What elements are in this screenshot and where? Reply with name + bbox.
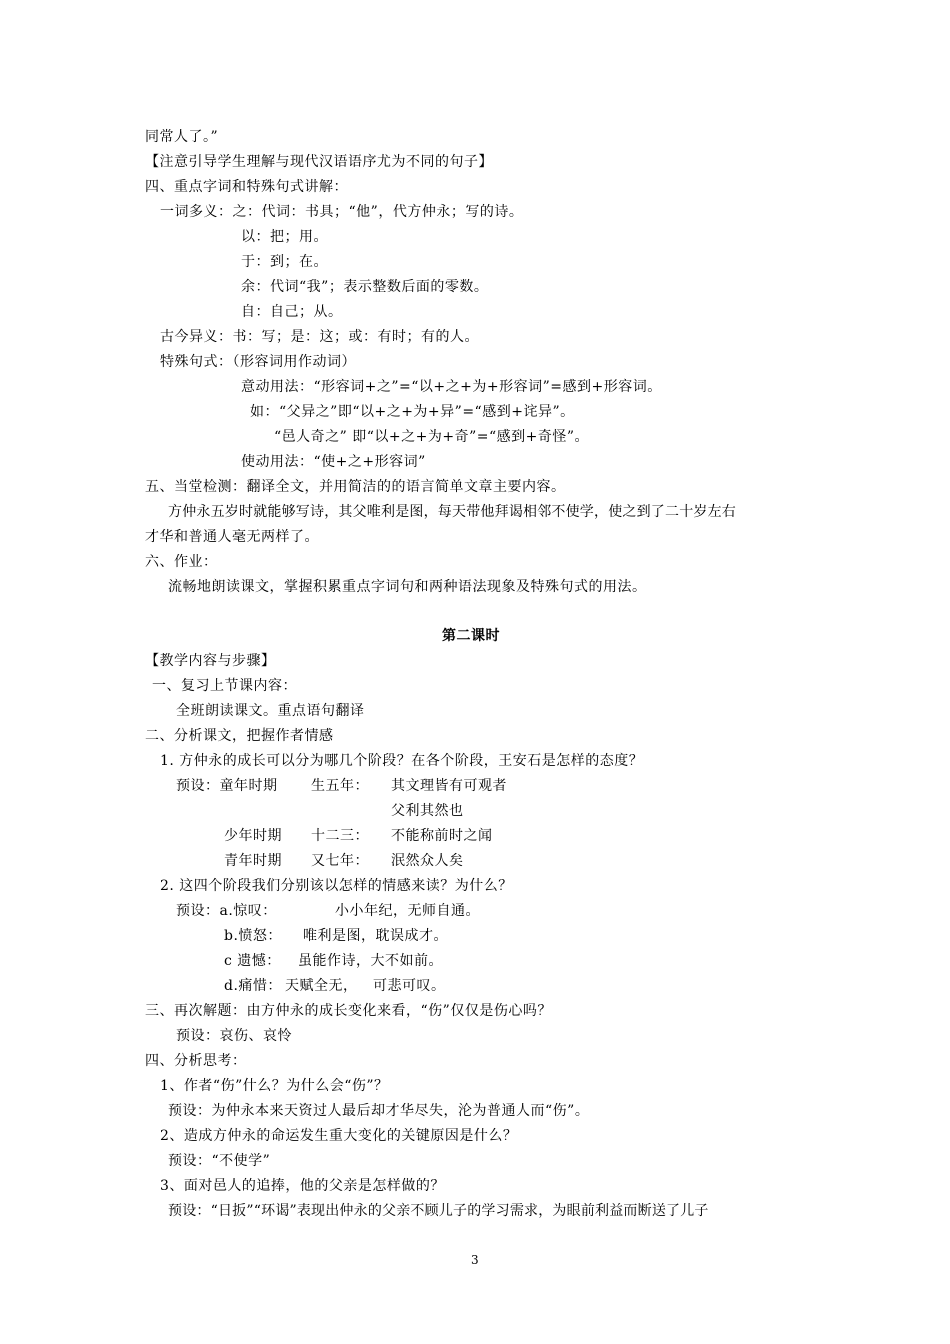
emotion-text: 天赋全无， xyxy=(285,978,358,994)
emotion-label: d.痛惜： xyxy=(224,978,282,994)
section-heading: 【教学内容与步骤】 xyxy=(145,653,276,669)
text-line: 方仲永五岁时就能够写诗，其父唯利是图，每天带他拜谒相邻不使学，使之到了二十岁左右 xyxy=(168,504,736,520)
section-heading: 三、再次解题：由方仲永的成长变化来看，“伤”仅仅是伤心吗？ xyxy=(145,1003,552,1019)
emotion-label: b.愤怒： xyxy=(224,928,282,944)
emotion-text: 小小年纪，无师自通。 xyxy=(335,903,480,919)
section-heading: 二、分析课文，把握作者情感 xyxy=(145,728,334,744)
question-line: 2、造成方仲永的命运发生重大变化的关键原因是什么？ xyxy=(160,1128,518,1144)
text-line: 全班朗读课文。重点语句翻译 xyxy=(176,703,365,719)
text-line: 一词多义：之：代词：书具；“他”，代方仲永；写的诗。 xyxy=(160,204,524,220)
stage-quote: 不能称前时之闻 xyxy=(391,828,493,844)
emotion-text: 虽能作诗，大不如前。 xyxy=(298,953,443,969)
lesson-title: 第二课时 xyxy=(442,628,500,644)
text-line: 以：把；用。 xyxy=(241,229,328,245)
question-line: 2. 这四个阶段我们分别该以怎样的情感来读？为什么？ xyxy=(160,878,513,894)
text-line: 意动用法：“形容词+之”=“以+之+为+形容词”=感到+形容词。 xyxy=(241,379,662,395)
stage-age: 十二三： xyxy=(311,828,369,844)
text-line: 才华和普通人毫无两样了。 xyxy=(145,529,319,545)
preset-label: 预设：童年时期 xyxy=(176,778,278,794)
text-line: 预设：“不使学” xyxy=(168,1153,271,1169)
text-line: 余：代词“我”；表示整数后面的零数。 xyxy=(241,279,489,295)
stage-quote: 泯然众人矣 xyxy=(391,853,464,869)
text-line: 自：自己；从。 xyxy=(241,304,343,320)
section-heading: 四、重点字词和特殊句式讲解： xyxy=(145,179,348,195)
question-line: 1. 方仲永的成长可以分为哪几个阶段？在各个阶段，王安石是怎样的态度？ xyxy=(160,753,644,769)
text-line: 预设：为仲永本来天资过人最后却才华尽失，沦为普通人而“伤”。 xyxy=(168,1103,590,1119)
section-heading: 六、作业： xyxy=(145,554,218,570)
stage-name: 少年时期 xyxy=(224,828,282,844)
question-line: 1、作者“伤”什么？为什么会“伤”？ xyxy=(160,1078,389,1094)
stage-age: 生五年： xyxy=(311,778,369,794)
text-line: 预设：“日扳”“环谒”表现出仲永的父亲不顾儿子的学习需求，为眼前利益而断送了儿子 xyxy=(168,1203,709,1219)
question-line: 3、面对邑人的追捧，他的父亲是怎样做的？ xyxy=(160,1178,445,1194)
section-heading: 一、复习上节课内容： xyxy=(152,678,297,694)
stage-age: 又七年： xyxy=(311,853,369,869)
text-line: 于：到；在。 xyxy=(241,254,328,270)
text-line: 特殊句式：（形容词用作动词） xyxy=(160,354,356,370)
stage-quote: 其文理皆有可观者 xyxy=(391,778,507,794)
section-heading: 四、分析思考： xyxy=(145,1053,247,1069)
text-line: 使动用法：“使+之+形容词” xyxy=(241,454,426,470)
text-line: 预设：哀伤、哀怜 xyxy=(176,1028,292,1044)
text-line: “邑人奇之” 即“以+之+为+奇”=“感到+奇怪”。 xyxy=(274,429,590,445)
stage-name: 青年时期 xyxy=(224,853,282,869)
section-heading: 五、当堂检测：翻译全文，并用简洁的的语言简单文章主要内容。 xyxy=(145,479,566,495)
stage-quote: 父利其然也 xyxy=(391,803,464,819)
page-number: 3 xyxy=(471,1253,480,1267)
emotion-text: 可悲可叹。 xyxy=(373,978,446,994)
text-line: 同常人了。” xyxy=(145,129,219,145)
note-line: 【注意引导学生理解与现代汉语语序尤为不同的句子】 xyxy=(145,154,493,170)
emotion-label: 预设：a.惊叹： xyxy=(176,903,277,919)
text-line: 流畅地朗读课文，掌握积累重点字词句和两种语法现象及特殊句式的用法。 xyxy=(168,579,647,595)
emotion-text: 唯利是图，耽误成才。 xyxy=(303,928,448,944)
emotion-label: c 遗憾： xyxy=(224,953,281,969)
text-line: 如：“父异之”即“以+之+为+异”=“感到+诧异”。 xyxy=(250,404,575,420)
text-line: 古今异义：书：写；是：这；或：有时；有的人。 xyxy=(160,329,479,345)
